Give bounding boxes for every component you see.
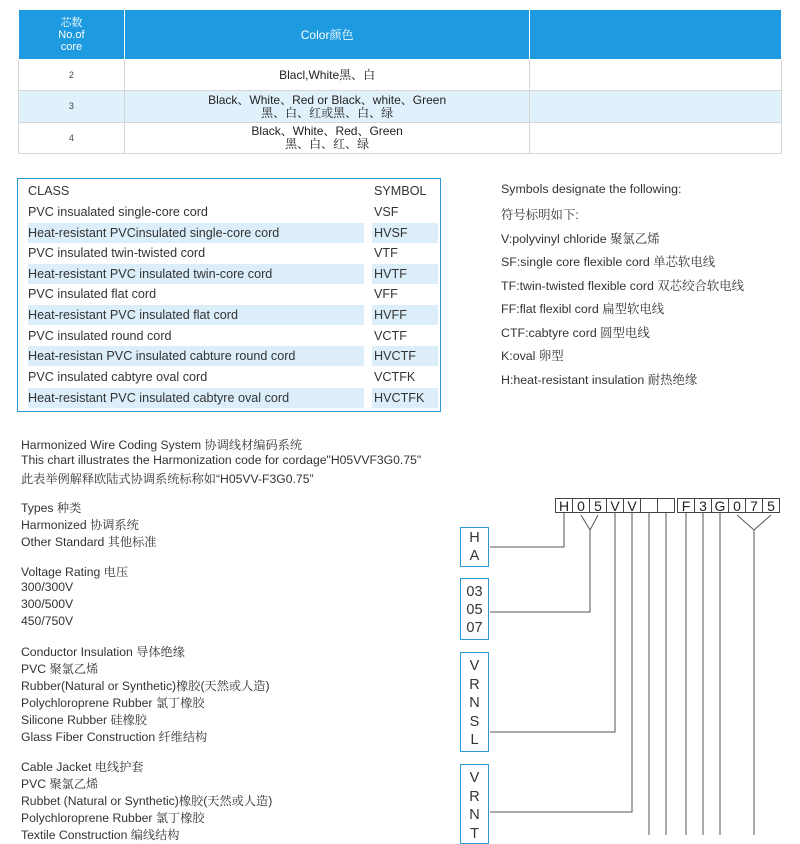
class-name: Heat-resistant PVC insulated cabtyre oval cord bbox=[28, 388, 364, 408]
insulation-item: Rubber(Natural or Synthetic)橡胶(天然或人造) bbox=[21, 679, 270, 693]
bracket-voltage bbox=[581, 515, 598, 530]
connector-types bbox=[490, 513, 564, 547]
header-symbol: SYMBOL bbox=[374, 184, 427, 198]
header-core-en1: No.of bbox=[58, 28, 85, 41]
insulation-code: V bbox=[469, 658, 480, 674]
jacket-code: R bbox=[469, 788, 480, 805]
voltage-code-box bbox=[460, 578, 489, 640]
symbol-note: K:oval 卵型 bbox=[501, 349, 564, 363]
code-char: V bbox=[623, 498, 641, 513]
insulation-heading: Conductor Insulation 导体绝缘 bbox=[21, 645, 185, 659]
types-item: Harmonized 协调系统 bbox=[21, 518, 139, 532]
types-item: Other Standard 其他标准 bbox=[21, 535, 157, 549]
code-char: 5 bbox=[589, 498, 607, 513]
symbol-note: TF:twin-twisted flexible cord 双芯绞合软电线 bbox=[501, 279, 745, 293]
insulation-code: R bbox=[469, 676, 480, 693]
jacket-code-box bbox=[460, 764, 489, 844]
insulation-code: L bbox=[470, 732, 479, 748]
class-name: Heat-resistant PVC insulated twin-core cord bbox=[28, 264, 364, 284]
voltage-code: 05 bbox=[466, 602, 483, 618]
core-count: 2 bbox=[19, 60, 125, 91]
connector-jacket bbox=[490, 513, 632, 812]
insulation-item: PVC 聚氯乙烯 bbox=[21, 662, 99, 676]
jacket-code: T bbox=[470, 825, 479, 842]
types-heading: Types 种类 bbox=[21, 501, 82, 515]
types-code-box bbox=[460, 527, 489, 567]
class-symbol: VTF bbox=[374, 246, 398, 260]
code-char: 0 bbox=[728, 498, 746, 513]
code-char: 5 bbox=[762, 498, 780, 513]
connector-voltage bbox=[490, 530, 590, 612]
color-line-cn: 黑、白、红、绿 bbox=[285, 137, 370, 151]
color-line: Blacl,White黑、白 bbox=[279, 67, 376, 82]
symbol-note: SF:single core flexible cord 单芯软电线 bbox=[501, 255, 716, 269]
coding-desc-en: This chart illustrates the Harmonization code for cordage"H05VVF3G0.75" bbox=[21, 453, 422, 467]
class-symbol: HVCTFK bbox=[372, 388, 438, 408]
insulation-code: N bbox=[469, 695, 480, 711]
code-char: V bbox=[606, 498, 624, 513]
color-line-cn: 黑、白、红或黑、白、绿 bbox=[261, 105, 394, 120]
class-symbol: VCTFK bbox=[374, 370, 416, 384]
voltage-item: 450/750V bbox=[21, 614, 74, 628]
symbol-note: H:heat-resistant insulation 耐热绝缘 bbox=[501, 373, 698, 387]
types-code: A bbox=[469, 548, 480, 564]
jacket-item: PVC 聚氯乙烯 bbox=[21, 777, 99, 791]
code-char: 7 bbox=[745, 498, 763, 513]
insulation-code-box bbox=[460, 652, 489, 752]
insulation-code: S bbox=[469, 713, 480, 730]
code-char: F bbox=[677, 498, 695, 513]
voltage-item: 300/300V bbox=[21, 580, 74, 594]
symbol-notes-title: Symbols designate the following: bbox=[501, 182, 682, 196]
header-core-cn: 芯数 bbox=[60, 16, 83, 29]
code-char: G bbox=[711, 498, 729, 513]
core-count: 4 bbox=[19, 123, 125, 154]
insulation-item: Polychloroprene Rubber 氯丁橡胶 bbox=[21, 696, 205, 710]
color-line: Black、White、Red or Black、white、Green bbox=[208, 92, 447, 107]
code-char: 3 bbox=[694, 498, 712, 513]
insulation-item: Silicone Rubber 硅橡胶 bbox=[21, 713, 147, 727]
class-name: PVC insulated cabtyre oval cord bbox=[28, 370, 208, 384]
jacket-code: V bbox=[469, 770, 480, 786]
voltage-heading: Voltage Rating 电压 bbox=[21, 565, 129, 579]
class-name: PVC insulated round cord bbox=[28, 329, 172, 343]
symbol-note: FF:flat flexibl cord 扁型软电线 bbox=[501, 302, 665, 316]
core-count: 3 bbox=[19, 91, 125, 123]
class-symbol: HVFF bbox=[372, 305, 438, 325]
class-symbol: VFF bbox=[374, 287, 398, 301]
jacket-item: Polychloroprene Rubber 氯丁橡胶 bbox=[21, 811, 205, 825]
class-name: Heat-resistant PVCinsulated single-core cord bbox=[28, 223, 364, 243]
coding-title: Harmonized Wire Coding System 协调线材编码系统 bbox=[21, 438, 303, 452]
connector-insulation bbox=[490, 513, 615, 732]
class-name: PVC insualated single-core cord bbox=[28, 205, 208, 219]
symbol-notes-title-cn: 符号标明如下: bbox=[501, 208, 579, 222]
class-name: PVC insulated flat cord bbox=[28, 287, 157, 301]
class-symbol: HVTF bbox=[372, 264, 438, 284]
class-name: Heat-resistant PVC insulated flat cord bbox=[28, 305, 364, 325]
header-color: Color颜色 bbox=[124, 10, 529, 60]
jacket-code: N bbox=[469, 807, 480, 823]
types-code: H bbox=[469, 530, 480, 546]
voltage-code: 03 bbox=[466, 584, 483, 600]
insulation-item: Glass Fiber Construction 纤维结构 bbox=[21, 730, 208, 744]
code-char: 0 bbox=[572, 498, 590, 513]
class-symbol: VSF bbox=[374, 205, 399, 219]
class-name: Heat-resistan PVC insulated cabture round cord bbox=[28, 346, 364, 366]
jacket-heading: Cable Jacket 电线护套 bbox=[21, 760, 144, 774]
jacket-item: Rubbet (Natural or Synthetic)橡胶(天然或人造) bbox=[21, 794, 273, 808]
code-char: H bbox=[555, 498, 573, 513]
header-class: CLASS bbox=[28, 184, 70, 198]
class-symbol: VCTF bbox=[374, 329, 407, 343]
class-name: PVC insulated twin-twisted cord bbox=[28, 246, 206, 260]
symbol-note: CTF:cabtyre cord 圆型电线 bbox=[501, 326, 650, 340]
class-symbol: HVCTF bbox=[372, 346, 438, 366]
symbol-note: V:polyvinyl chloride 聚氯乙烯 bbox=[501, 232, 660, 246]
bracket-size bbox=[737, 515, 771, 530]
color-line: Black、White、Red、Green bbox=[251, 124, 403, 138]
voltage-item: 300/500V bbox=[21, 597, 74, 611]
header-core-en2: core bbox=[60, 40, 83, 53]
jacket-item: Textile Construction 编线结构 bbox=[21, 828, 180, 842]
coding-desc-cn: 此表举例解释欧陆式协调系统标称如“H05VV-F3G0.75” bbox=[21, 472, 314, 486]
voltage-code: 07 bbox=[466, 620, 483, 636]
class-symbol: HVSF bbox=[372, 223, 438, 243]
